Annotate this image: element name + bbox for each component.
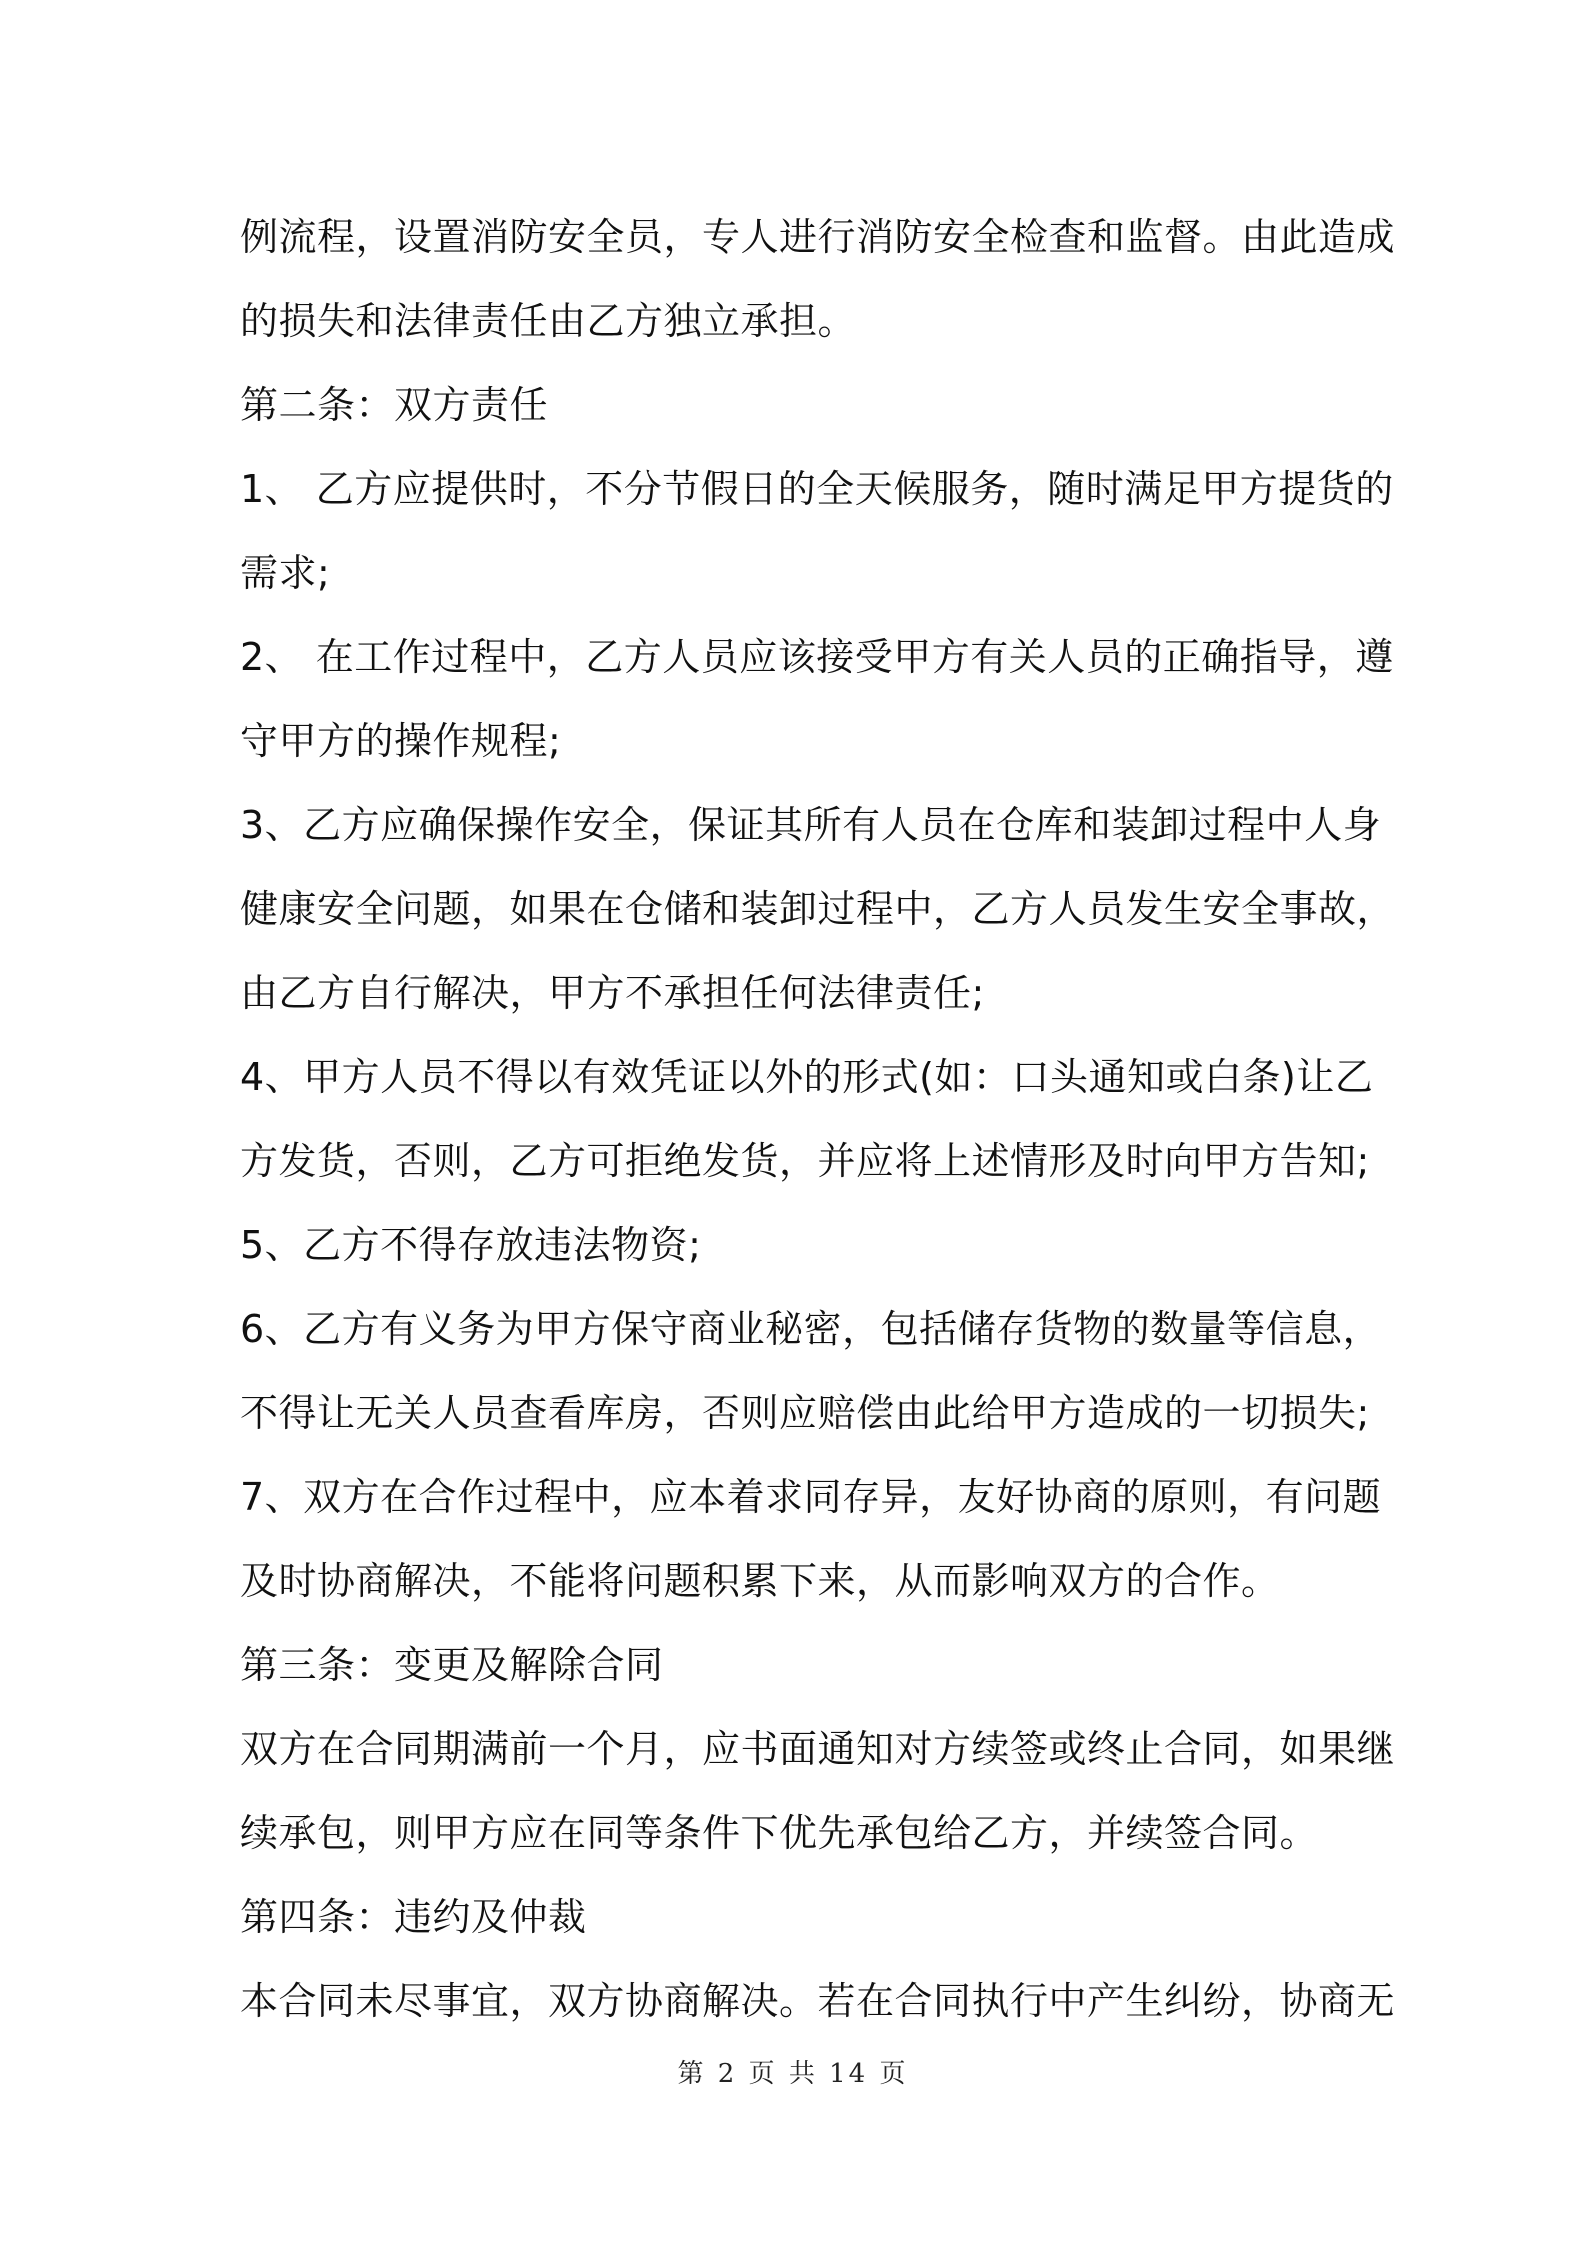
text-line: 健康安全问题，如果在仓储和装卸过程中，乙方人员发生安全事故， — [240, 887, 1396, 931]
text-line: 双方在合同期满前一个月，应书面通知对方续签或终止合同，如果继 — [240, 1727, 1396, 1771]
section-heading: 第二条：双方责任 — [240, 383, 549, 427]
text-line: 方发货，否则，乙方可拒绝发货，并应将上述情形及时向甲方告知; — [240, 1139, 1370, 1183]
text-line: 需求; — [240, 551, 331, 595]
text-line: 6、乙方有义务为甲方保守商业秘密，包括储存货物的数量等信息， — [240, 1307, 1382, 1351]
text-line: 例流程，设置消防安全员，专人进行消防安全检查和监督。由此造成 — [240, 215, 1396, 259]
text-line: 3、乙方应确保操作安全，保证其所有人员在仓库和装卸过程中人身 — [240, 803, 1382, 847]
text-line: 守甲方的操作规程; — [240, 719, 562, 763]
text-line: 的损失和法律责任由乙方独立承担。 — [240, 299, 857, 343]
page-number: 第 2 页 共 14 页 — [677, 2059, 909, 2089]
text-line: 及时协商解决，不能将问题积累下来，从而影响双方的合作。 — [240, 1559, 1280, 1603]
text-line: 5、乙方不得存放违法物资; — [240, 1223, 702, 1267]
text-line: 本合同未尽事宜，双方协商解决。若在合同执行中产生纠纷，协商无 — [240, 1979, 1396, 2023]
text-line: 不得让无关人员查看库房，否则应赔偿由此给甲方造成的一切损失; — [240, 1391, 1370, 1435]
text-line: 1、 乙方应提供时，不分节假日的全天候服务，随时满足甲方提货的 — [240, 467, 1394, 511]
document-body — [240, 195, 1396, 2043]
text-line: 续承包，则甲方应在同等条件下优先承包给乙方，并续签合同。 — [240, 1811, 1319, 1855]
text-line: 由乙方自行解决，甲方不承担任何法律责任; — [240, 971, 985, 1015]
section-heading: 第四条：违约及仲裁 — [240, 1895, 587, 1939]
text-line: 2、 在工作过程中，乙方人员应该接受甲方有关人员的正确指导，遵 — [240, 635, 1394, 679]
text-line: 7、双方在合作过程中，应本着求同存异，友好协商的原则，有问题 — [240, 1475, 1382, 1519]
text-line: 4、甲方人员不得以有效凭证以外的形式(如：口头通知或白条)让乙 — [240, 1055, 1374, 1099]
section-heading: 第三条：变更及解除合同 — [240, 1643, 664, 1687]
